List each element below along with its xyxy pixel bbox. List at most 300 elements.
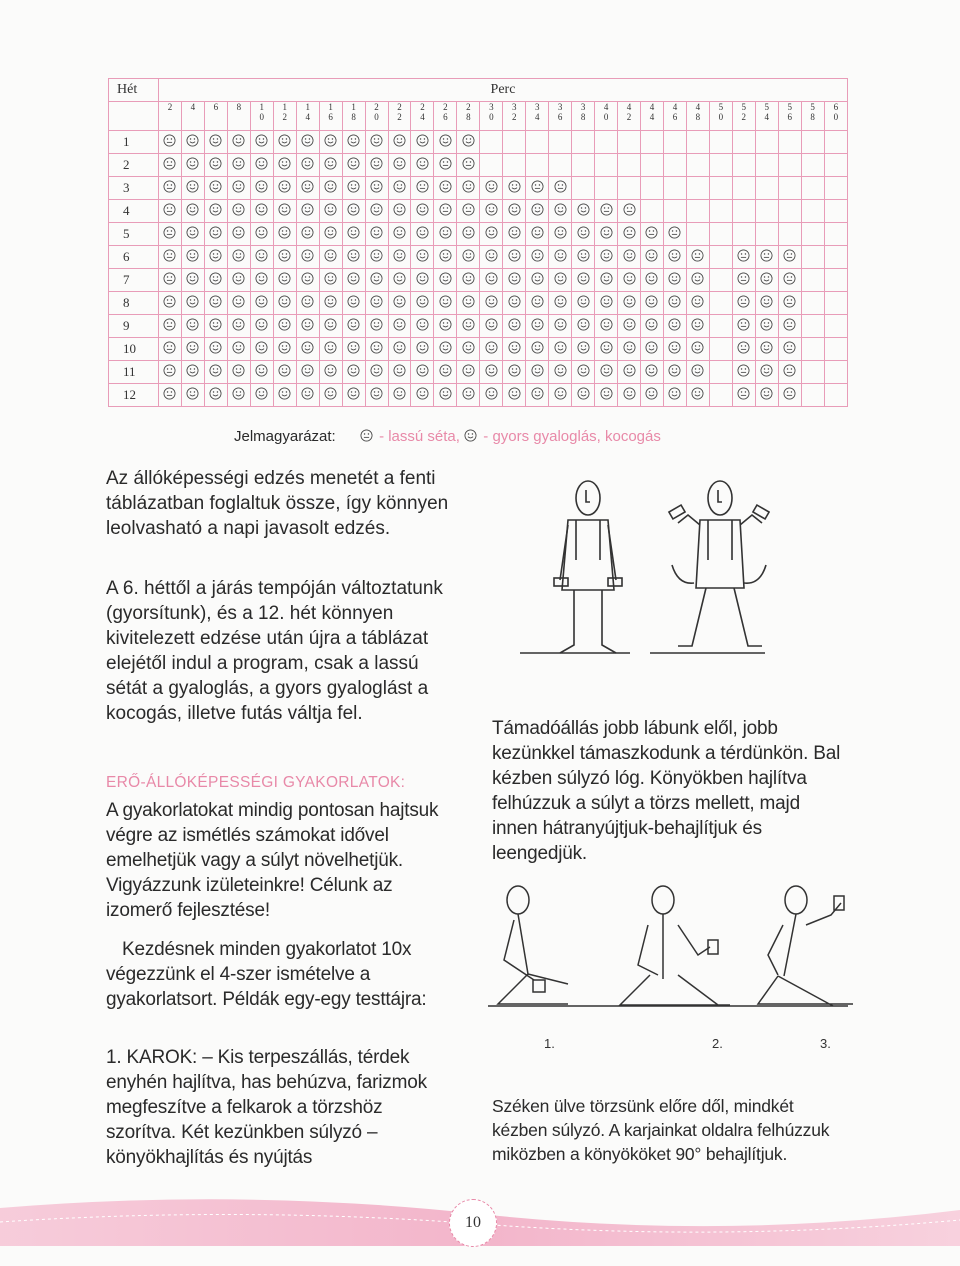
smiley-face-icon (186, 341, 199, 354)
schedule-cell (227, 246, 250, 269)
schedule-cell (824, 338, 847, 361)
neutral-face-icon (783, 295, 796, 308)
smiley-face-icon (645, 272, 658, 285)
schedule-cell (686, 131, 709, 154)
schedule-cell (204, 269, 227, 292)
schedule-cell (342, 154, 365, 177)
smiley-face-icon (760, 364, 773, 377)
smiley-face-icon (668, 249, 681, 262)
neutral-face-icon (737, 341, 750, 354)
smiley-face-icon (393, 318, 406, 331)
week-row (109, 223, 848, 246)
week-number: 2 (109, 154, 159, 177)
schedule-cell (227, 154, 250, 177)
schedule-cell (526, 338, 549, 361)
smiley-face-icon (324, 318, 337, 331)
neutral-face-icon (163, 272, 176, 285)
schedule-cell (526, 384, 549, 407)
schedule-cell (365, 177, 388, 200)
schedule-cell (411, 338, 434, 361)
schedule-cell (778, 338, 801, 361)
smiley-face-icon (347, 295, 360, 308)
schedule-cell (572, 246, 595, 269)
schedule-cell (755, 246, 778, 269)
schedule-cell (181, 200, 204, 223)
schedule-cell (342, 384, 365, 407)
schedule-cell (411, 223, 434, 246)
schedule-cell (686, 200, 709, 223)
neutral-face-icon (737, 249, 750, 262)
smiley-face-icon (370, 295, 383, 308)
schedule-cell (480, 154, 503, 177)
schedule-cell (663, 200, 686, 223)
smiley-face-icon (347, 364, 360, 377)
schedule-cell (549, 269, 572, 292)
smiley-face-icon (301, 157, 314, 170)
neutral-face-icon (737, 295, 750, 308)
smiley-face-icon (186, 272, 199, 285)
smiley-face-icon (232, 203, 245, 216)
smiley-face-icon (301, 295, 314, 308)
schedule-cell (181, 361, 204, 384)
schedule-cell (227, 131, 250, 154)
smiley-face-icon (760, 295, 773, 308)
smiley-face-icon (301, 226, 314, 239)
smiley-face-icon (232, 318, 245, 331)
schedule-cell (641, 361, 664, 384)
schedule-cell (824, 269, 847, 292)
smiley-face-icon (301, 387, 314, 400)
schedule-cell (273, 200, 296, 223)
schedule-cell (365, 338, 388, 361)
schedule-cell (618, 384, 641, 407)
schedule-cell (250, 154, 273, 177)
smiley-face-icon (554, 364, 567, 377)
schedule-cell (709, 338, 732, 361)
schedule-cell (296, 200, 319, 223)
smiley-face-icon (691, 364, 704, 377)
minute-header-cell: 3 6 (549, 102, 572, 131)
schedule-cell (503, 384, 526, 407)
smiley-face-icon (255, 157, 268, 170)
schedule-cell (296, 246, 319, 269)
smiley-face-icon (531, 318, 544, 331)
schedule-cell (434, 338, 457, 361)
schedule-cell (204, 246, 227, 269)
schedule-cell (641, 269, 664, 292)
schedule-cell (503, 269, 526, 292)
schedule-cell (457, 154, 480, 177)
smiley-face-icon (370, 364, 383, 377)
schedule-cell (204, 384, 227, 407)
schedule-cell (273, 315, 296, 338)
schedule-cell (411, 154, 434, 177)
neutral-face-icon (163, 226, 176, 239)
schedule-cell (618, 131, 641, 154)
schedule-cell (824, 200, 847, 223)
smiley-face-icon (508, 226, 521, 239)
neutral-face-icon (163, 249, 176, 262)
schedule-cell (227, 315, 250, 338)
smiley-face-icon (232, 364, 245, 377)
schedule-cell (204, 177, 227, 200)
smiley-face-icon (301, 180, 314, 193)
smiley-face-icon (278, 272, 291, 285)
schedule-cell (526, 269, 549, 292)
smiley-face-icon (347, 134, 360, 147)
schedule-cell (480, 177, 503, 200)
schedule-cell (526, 361, 549, 384)
smiley-face-icon (668, 272, 681, 285)
schedule-cell (159, 177, 182, 200)
smiley-face-icon (508, 180, 521, 193)
schedule-cell (503, 292, 526, 315)
standing-dumbbell-figures-illustration (520, 470, 770, 660)
minute-header-cell: 4 (181, 102, 204, 131)
minute-header-cell: 5 6 (778, 102, 801, 131)
smiley-face-icon (645, 318, 658, 331)
schedule-cell (778, 154, 801, 177)
schedule-cell (732, 315, 755, 338)
smiley-face-icon (232, 226, 245, 239)
schedule-cell (227, 384, 250, 407)
neutral-face-icon (163, 134, 176, 147)
smiley-face-icon (623, 387, 636, 400)
smiley-face-icon (439, 318, 452, 331)
schedule-cell (686, 246, 709, 269)
schedule-cell (549, 131, 572, 154)
lunge-exercise-paragraph: Támadóállás jobb lábunk elől, jobb kezünkkel támaszkodunk a térdünkön. Bal kézben súlyzó lóg. Könyökben hajlítva felhúzzuk a súlyt a törzs mellett, majd innen hátranyújtjuk-behajlítjuk és leengedjük. (492, 718, 841, 864)
smiley-face-icon (370, 226, 383, 239)
exercise-intro-paragraph: A gyakorlatokat mindig pontosan hajtsuk végre az ismétlés számokat idővel emelhetjük vagy a súlyt növelhetjük. Vigyázzunk izületeinkre! Célunk az izomerő fejlesztése! (106, 800, 439, 921)
week-number: 4 (109, 200, 159, 223)
schedule-cell (411, 292, 434, 315)
schedule-cell (595, 131, 618, 154)
schedule-cell (319, 131, 342, 154)
neutral-face-icon (462, 203, 475, 216)
smiley-face-icon (278, 180, 291, 193)
schedule-cell (296, 315, 319, 338)
schedule-cell (204, 338, 227, 361)
neutral-face-icon (163, 364, 176, 377)
smiley-face-icon (531, 387, 544, 400)
schedule-cell (595, 223, 618, 246)
schedule-cell (342, 177, 365, 200)
smiley-face-icon (760, 318, 773, 331)
schedule-cell (181, 223, 204, 246)
schedule-cell (250, 338, 273, 361)
schedule-cell (732, 384, 755, 407)
smiley-face-icon (370, 272, 383, 285)
minute-header-cell: 3 4 (526, 102, 549, 131)
schedule-cell (572, 269, 595, 292)
schedule-cell (824, 246, 847, 269)
schedule-cell (801, 269, 824, 292)
smiley-face-icon (393, 364, 406, 377)
smiley-face-icon (691, 318, 704, 331)
neutral-face-icon (783, 341, 796, 354)
schedule-cell (365, 154, 388, 177)
week-row (109, 361, 848, 384)
smiley-face-icon (416, 387, 429, 400)
smiley-face-icon (370, 341, 383, 354)
smiley-face-icon (393, 157, 406, 170)
schedule-cell (480, 131, 503, 154)
smiley-face-icon (324, 226, 337, 239)
smiley-face-icon (324, 157, 337, 170)
week-row (109, 384, 848, 407)
schedule-cell (365, 246, 388, 269)
schedule-cell (686, 315, 709, 338)
schedule-cell (296, 361, 319, 384)
smiley-face-icon (760, 387, 773, 400)
schedule-cell (273, 246, 296, 269)
schedule-cell (250, 223, 273, 246)
minute-header-cell: 8 (227, 102, 250, 131)
schedule-cell (503, 131, 526, 154)
schedule-cell (480, 338, 503, 361)
smiley-face-icon (485, 295, 498, 308)
schedule-cell (273, 361, 296, 384)
schedule-cell (181, 177, 204, 200)
schedule-cell (503, 361, 526, 384)
smiley-face-icon (209, 226, 222, 239)
schedule-cell (755, 131, 778, 154)
neutral-face-icon (163, 180, 176, 193)
minute-header-cell: 5 2 (732, 102, 755, 131)
smiley-face-icon (600, 364, 613, 377)
schedule-cell (457, 269, 480, 292)
schedule-cell (663, 131, 686, 154)
neutral-face-icon (163, 318, 176, 331)
schedule-cell (641, 292, 664, 315)
schedule-cell (526, 154, 549, 177)
schedule-cell (595, 315, 618, 338)
schedule-cell (365, 384, 388, 407)
smiley-face-icon (416, 226, 429, 239)
schedule-cell (709, 384, 732, 407)
section-heading: ERŐ-ÁLLÓKÉPESSÉGI GYAKORLATOK: (106, 774, 406, 791)
schedule-cell (434, 384, 457, 407)
schedule-cell (686, 338, 709, 361)
schedule-cell (388, 384, 411, 407)
schedule-cell (732, 223, 755, 246)
schedule-cell (824, 177, 847, 200)
schedule-cell (503, 246, 526, 269)
schedule-cell (434, 200, 457, 223)
smiley-face-icon (301, 341, 314, 354)
smiley-face-icon (209, 318, 222, 331)
schedule-cell (824, 361, 847, 384)
smiley-face-icon (485, 341, 498, 354)
page-number: 10 (449, 1199, 497, 1247)
smiley-face-icon (416, 134, 429, 147)
table-title-row (109, 79, 848, 102)
smiley-face-icon (600, 226, 613, 239)
schedule-cell (204, 361, 227, 384)
smiley-face-icon (577, 272, 590, 285)
smiley-face-icon (485, 318, 498, 331)
schedule-cell (526, 246, 549, 269)
smiley-face-icon (439, 387, 452, 400)
smiley-face-icon (439, 180, 452, 193)
schedule-cell (204, 131, 227, 154)
schedule-cell (801, 131, 824, 154)
schedule-cell (709, 177, 732, 200)
schedule-cell (641, 315, 664, 338)
schedule-cell (227, 269, 250, 292)
schedule-cell (457, 315, 480, 338)
week-number: 7 (109, 269, 159, 292)
schedule-cell (159, 131, 182, 154)
intro-paragraph: Az állóképességi edzés menetét a fenti táblázatban foglaltuk össze, így könnyen leolvasható a napi javasolt edzés. (106, 468, 449, 539)
schedule-cell (365, 200, 388, 223)
schedule-cell (709, 131, 732, 154)
schedule-cell (503, 200, 526, 223)
schedule-cell (801, 315, 824, 338)
smiley-face-icon (232, 387, 245, 400)
schedule-cell (572, 315, 595, 338)
week-row (109, 177, 848, 200)
neutral-face-icon (783, 318, 796, 331)
smiley-face-icon (255, 318, 268, 331)
smiley-face-icon (278, 364, 291, 377)
schedule-cell (296, 269, 319, 292)
neutral-face-icon (439, 157, 452, 170)
schedule-cell (342, 361, 365, 384)
walking-schedule-table (108, 78, 848, 407)
schedule-cell (595, 269, 618, 292)
smiley-face-icon (278, 226, 291, 239)
schedule-cell (732, 246, 755, 269)
schedule-cell (663, 384, 686, 407)
schedule-cell (663, 246, 686, 269)
schedule-cell (686, 384, 709, 407)
schedule-cell (618, 246, 641, 269)
minute-header-cell: 1 8 (342, 102, 365, 131)
schedule-cell (388, 154, 411, 177)
smiley-face-icon (531, 295, 544, 308)
schedule-cell (319, 384, 342, 407)
progression-paragraph: A 6. héttől a járás tempóján változtatunk (gyorsítunk), és a 12. hét könnyen kivitelezett edzése után újra a táblázat elejétől indul a program, csak a lassú sétát a gyaloglás, a gyors gyaloglást a kocogás, illetve futás váltja fel. (106, 578, 443, 724)
schedule-cell (663, 269, 686, 292)
schedule-cell (824, 384, 847, 407)
smiley-face-icon (370, 134, 383, 147)
schedule-cell (549, 315, 572, 338)
schedule-cell (181, 269, 204, 292)
smiley-face-icon (600, 249, 613, 262)
smiley-face-icon (416, 157, 429, 170)
schedule-cell (755, 154, 778, 177)
schedule-cell (342, 246, 365, 269)
schedule-cell (204, 315, 227, 338)
schedule-cell (273, 338, 296, 361)
schedule-cell (595, 384, 618, 407)
schedule-cell (618, 315, 641, 338)
schedule-cell (526, 200, 549, 223)
schedule-cell (503, 154, 526, 177)
schedule-cell (457, 384, 480, 407)
schedule-cell (595, 292, 618, 315)
smiley-face-icon (531, 272, 544, 285)
schedule-cell (296, 292, 319, 315)
figure-label-1: 1. (544, 1036, 555, 1051)
schedule-cell (159, 223, 182, 246)
schedule-cell (250, 131, 273, 154)
schedule-cell (801, 154, 824, 177)
smiley-face-icon (577, 295, 590, 308)
legend-slow-text: - lassú séta, (379, 428, 460, 445)
smiley-face-icon (691, 295, 704, 308)
minute-header-cell: 2 0 (365, 102, 388, 131)
neutral-face-icon (623, 226, 636, 239)
smiley-face-icon (577, 318, 590, 331)
schedule-cell (457, 223, 480, 246)
smiley-face-icon (508, 249, 521, 262)
smiley-face-icon (278, 387, 291, 400)
schedule-cell (342, 269, 365, 292)
smiley-face-icon (462, 134, 475, 147)
minute-header-cell: 2 8 (457, 102, 480, 131)
schedule-cell (641, 200, 664, 223)
smiley-face-icon (347, 180, 360, 193)
week-row (109, 338, 848, 361)
smiley-face-icon (209, 295, 222, 308)
smiley-face-icon (485, 180, 498, 193)
minute-header-cell: 6 0 (824, 102, 847, 131)
smiley-face-icon (439, 134, 452, 147)
schedule-cell (778, 200, 801, 223)
smiley-face-icon (416, 249, 429, 262)
schedule-cell (755, 338, 778, 361)
smiley-face-icon (485, 364, 498, 377)
schedule-cell (549, 154, 572, 177)
schedule-cell (411, 200, 434, 223)
smiley-face-icon (531, 364, 544, 377)
smiley-face-icon (508, 341, 521, 354)
smiley-face-icon (645, 295, 658, 308)
schedule-cell (434, 177, 457, 200)
smiley-face-icon (485, 226, 498, 239)
empty-corner-cell (109, 102, 159, 131)
smiley-face-icon (209, 272, 222, 285)
week-row (109, 292, 848, 315)
schedule-cell (342, 200, 365, 223)
smiley-face-icon (577, 341, 590, 354)
schedule-cell (549, 223, 572, 246)
schedule-cell (159, 361, 182, 384)
smiley-face-icon (255, 249, 268, 262)
smiley-face-icon (278, 318, 291, 331)
minute-header-cell: 1 2 (273, 102, 296, 131)
smiley-face-icon (554, 249, 567, 262)
smiley-face-icon (278, 157, 291, 170)
schedule-cell (227, 361, 250, 384)
schedule-cell (388, 131, 411, 154)
minute-header-cell: 3 0 (480, 102, 503, 131)
smiley-face-icon (623, 364, 636, 377)
smiley-face-icon (301, 364, 314, 377)
smiley-face-icon (278, 203, 291, 216)
smiley-face-icon (668, 295, 681, 308)
schedule-cell (204, 292, 227, 315)
schedule-cell (618, 361, 641, 384)
schedule-cell (686, 269, 709, 292)
legend-fast-text: - gyors gyaloglás, kocogás (483, 428, 661, 445)
week-number: 3 (109, 177, 159, 200)
schedule-cell (457, 246, 480, 269)
schedule-cell (503, 223, 526, 246)
